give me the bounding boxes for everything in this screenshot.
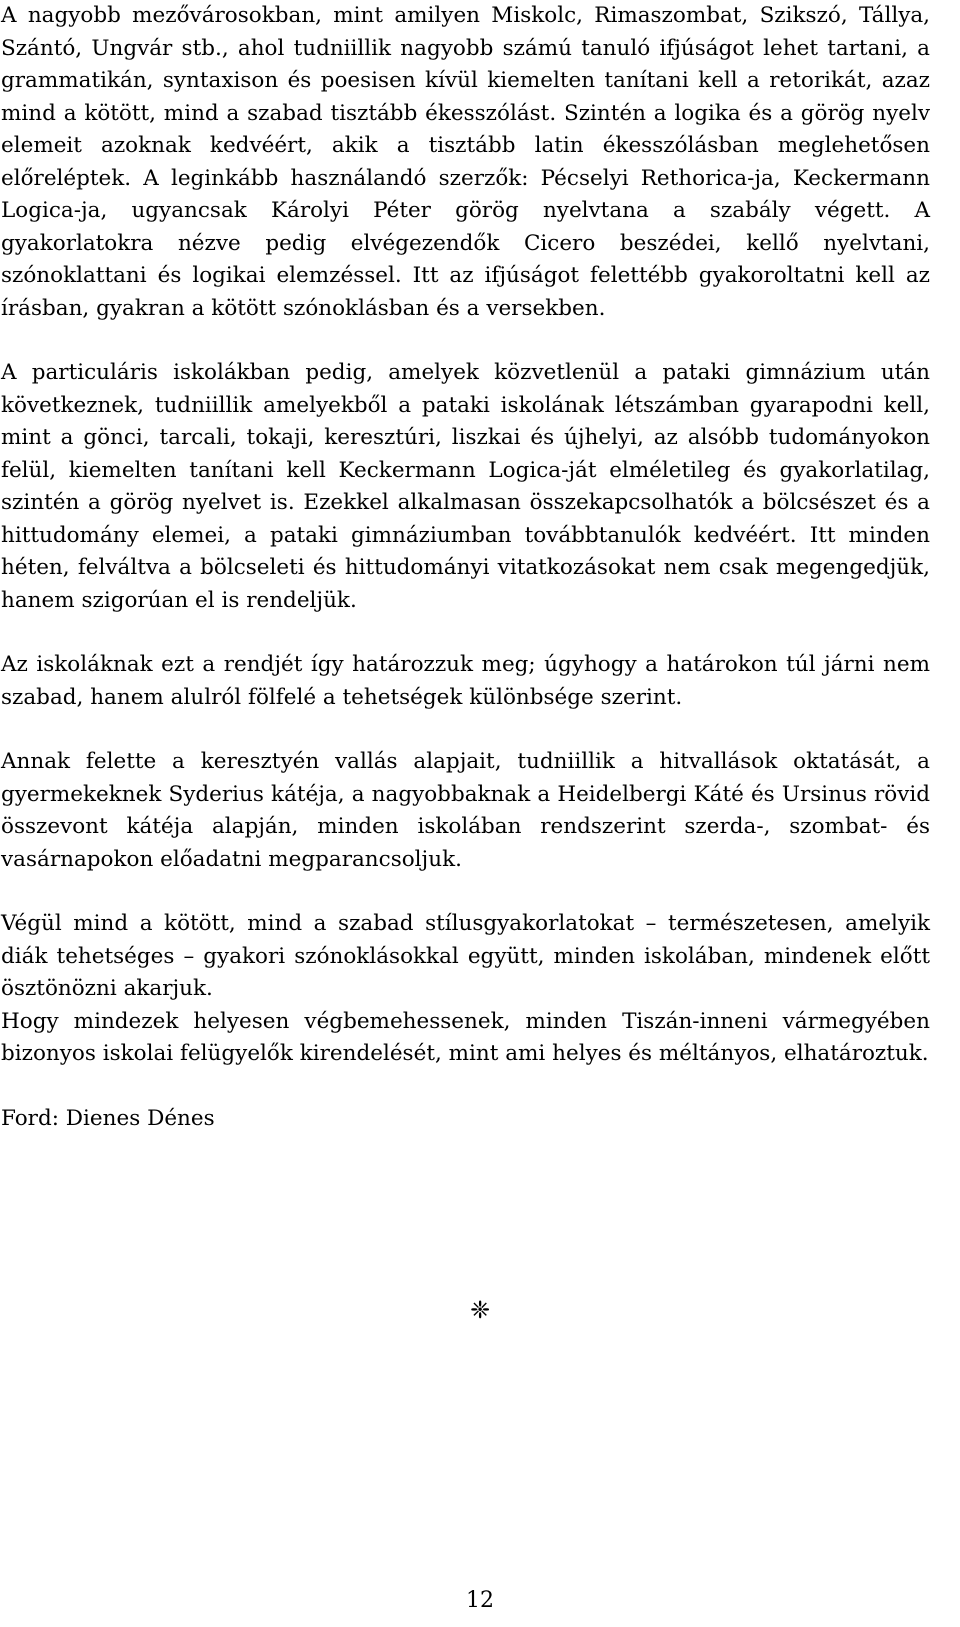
translator-credit: Ford: Dienes Dénes xyxy=(1,1105,215,1131)
paragraph-schools-market-towns: A nagyobb mezővárosokban, mint amilyen Miskolc, Rimaszombat, Szikszó, Tállya, Szántó, Ungvár stb., ahol tudniillik nagyobb számú tanuló ifjúságot lehet tartani, a grammatikán, syntaxison és poesisen kívül kiemelten tanítani kell a retorikát, azaz mind a kötött, mind a szabad tisztább ékesszólást. Szintén a logika és a görög nyelv elemeit azoknak kedvéért, akik a tisztább latin ékesszólásban meglehetősen előreléptek. A leginkább használandó szerzők: Pécselyi Rethorica-ja, Keckermann Logica-ja, ugyancsak Károlyi Péter görög nyelvtana a szabály végett. A gyakorlatokra nézve pedig elvégezendők Cicero beszédei, kellő nyelvtani, szónoklattani és logikai elemzéssel. Itt az ifjúságot felettébb gyakoroltatni kell az írásban, gyakran a kötött szónoklásban és a versekben. xyxy=(1,3,930,321)
page-number: 12 xyxy=(466,1588,494,1613)
paragraph-school-inspectors: Hogy mindezek helyesen végbemehessenek, minden Tiszán-inneni vármegyében bizonyos iskolai felügyelők kirendelését, mint ami helyes és méltányos, elhatároztuk. xyxy=(1,1008,930,1066)
paragraph-catechism: Annak felette a keresztyén vallás alapjait, tudniillik a hitvallások oktatását, a gyermekeknek Syderius kátéja, a nagyobbaknak a Heidelbergi Káté és Ursinus rövid összevont kátéja alapján, minden iskolában rendszerint szerda-, szombat- és vasárnapokon előadatni megparancsoljuk. xyxy=(1,749,930,872)
asterism-ornament-icon: ❈ xyxy=(469,1296,491,1324)
document-body xyxy=(1,0,930,1135)
paragraph-particular-schools: A particuláris iskolákban pedig, amelyek közvetlenül a pataki gimnázium után következnek, tudniillik amelyekből a pataki iskolának létszámban gyarapodni kell, mint a gönci, tarcali, tokaji, keresztúri, liszkai és újhelyi, az alsóbb tudományokon felül, kiemelten tanítani kell Keckermann Logica-ját elméletileg és gyakorlatilag, szintén a görög nyelvet is. Ezekkel alkalmasan összekapcsolhatók a bölcsészet és a hittudomány elemei, a pataki gimnáziumban továbbtanulók kedvéért. Itt minden héten, felváltva a bölcseleti és hittudományi vitatkozásokat nem csak megengedjük, hanem szigorúan el is rendeljük. xyxy=(1,360,930,613)
paragraph-style-exercises: Végül mind a kötött, mind a szabad stílusgyakorlatokat – természetesen, amelyik diák tehetséges – gyakori szónoklásokkal együtt, minden iskolában, mindenek előtt ösztönözni akarjuk. xyxy=(1,911,930,1001)
paragraph-school-order: Az iskoláknak ezt a rendjét így határozzuk meg; úgyhogy a határokon túl járni nem szabad, hanem alulról fölfelé a tehetségek különbsége szerint. xyxy=(1,652,930,710)
